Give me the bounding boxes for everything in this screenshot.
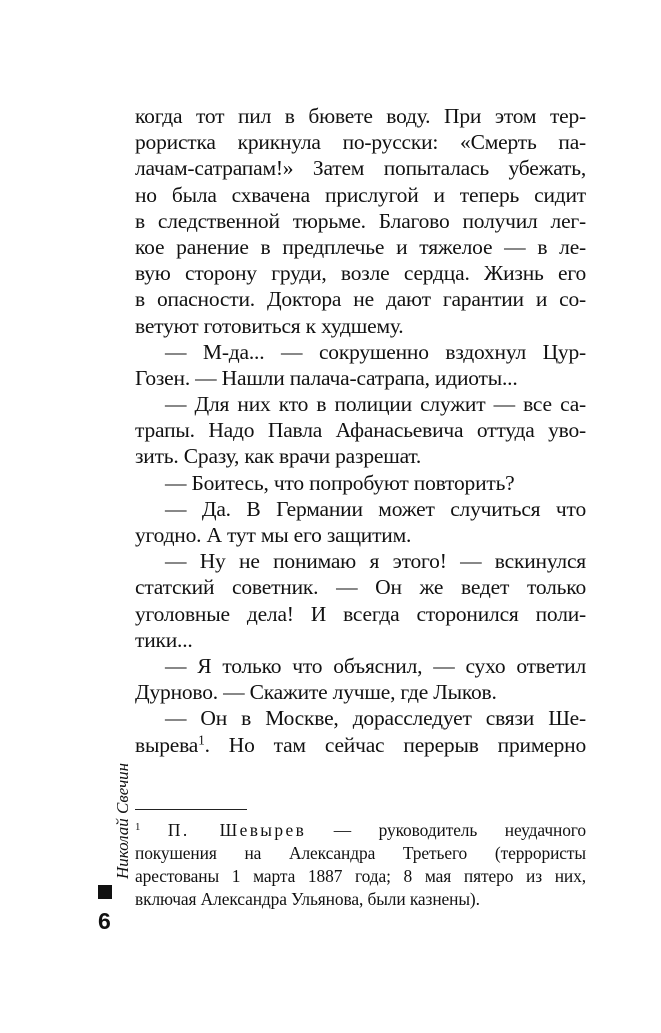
text-line: вую сторону груди, возле сердца. Жизнь его [135,261,586,286]
text-line: — М-да... — сокрушенно вздохнул Цур- [165,339,586,364]
text-line: — Я только что объяснил, — сухо ответил [165,653,586,678]
text-line: рористка крикнула по-русски: «Смерть па- [135,130,586,155]
footnote-line [135,819,586,842]
footnote-reference: 1 [198,732,205,748]
text-fragment: . Но там сейчас перерыв примерно [204,732,586,757]
text-line: — Боитесь, что попробуют повторить? [165,470,515,495]
running-head-author: Николай Свечин [113,762,132,879]
footnote-line: включая Александра Ульянова, были казнены). [135,889,480,909]
text-line: но была схвачена прислугой и теперь сидит [135,182,586,207]
text-line: — Ну не понимаю я этого! — вскинулся [165,549,586,574]
text-line: уголовные дела! И всегда сторонился поли- [135,601,586,626]
text-line: Дурново. — Скажите лучше, где Лыков. [135,680,497,705]
text-fragment: вырева [135,732,199,757]
running-head-square-mark [98,885,112,899]
text-line: тики... [135,627,193,652]
text-line: — Он в Москве, дорасследует связи Ше- [165,706,586,731]
text-line: ветуют готовиться к худшему. [135,313,404,338]
footnote-name: П. Шевырев [167,820,307,840]
footnote-line: покушения на Александра Третьего (террористы [135,843,586,863]
text-line: Гозен. — Нашли палача-сатрапа, идиоты... [135,365,518,390]
text-line-with-footnote-ref [135,732,586,758]
text-line: лачам-сатрапам!» Затем попыталась убежать, [135,156,586,181]
text-line: в следственной тюрьме. Благово получил лег- [135,208,586,233]
footnote-line-1-rest: — руководитель неудачного [306,820,586,840]
text-line: когда тот пил в бювете воду. При этом тер- [135,104,586,128]
body-text [135,103,586,758]
text-line: угодно. А тут мы его защитим. [135,523,412,547]
text-line: трапы. Надо Павла Афанасьевича оттуда уво- [135,418,586,443]
footnote-line: арестованы 1 марта 1887 года; 8 мая пятеро из них, [135,866,586,886]
footnote [135,819,586,911]
text-line: статский советник. — Он же ведет только [135,575,586,600]
footnote-marker: 1 [135,821,141,834]
text-line: — Да. В Германии может случиться что [165,496,586,521]
text-line: в опасности. Доктора не дают гарантии и со- [135,287,586,312]
footnote-separator [135,809,247,810]
text-line: кое ранение в предплечье и тяжелое — в ле- [135,234,586,259]
page-number: 6 [98,908,111,934]
text-line: зить. Сразу, как врачи разрешат. [135,444,422,469]
text-line: — Для них кто в полиции служит — все са- [165,392,586,417]
